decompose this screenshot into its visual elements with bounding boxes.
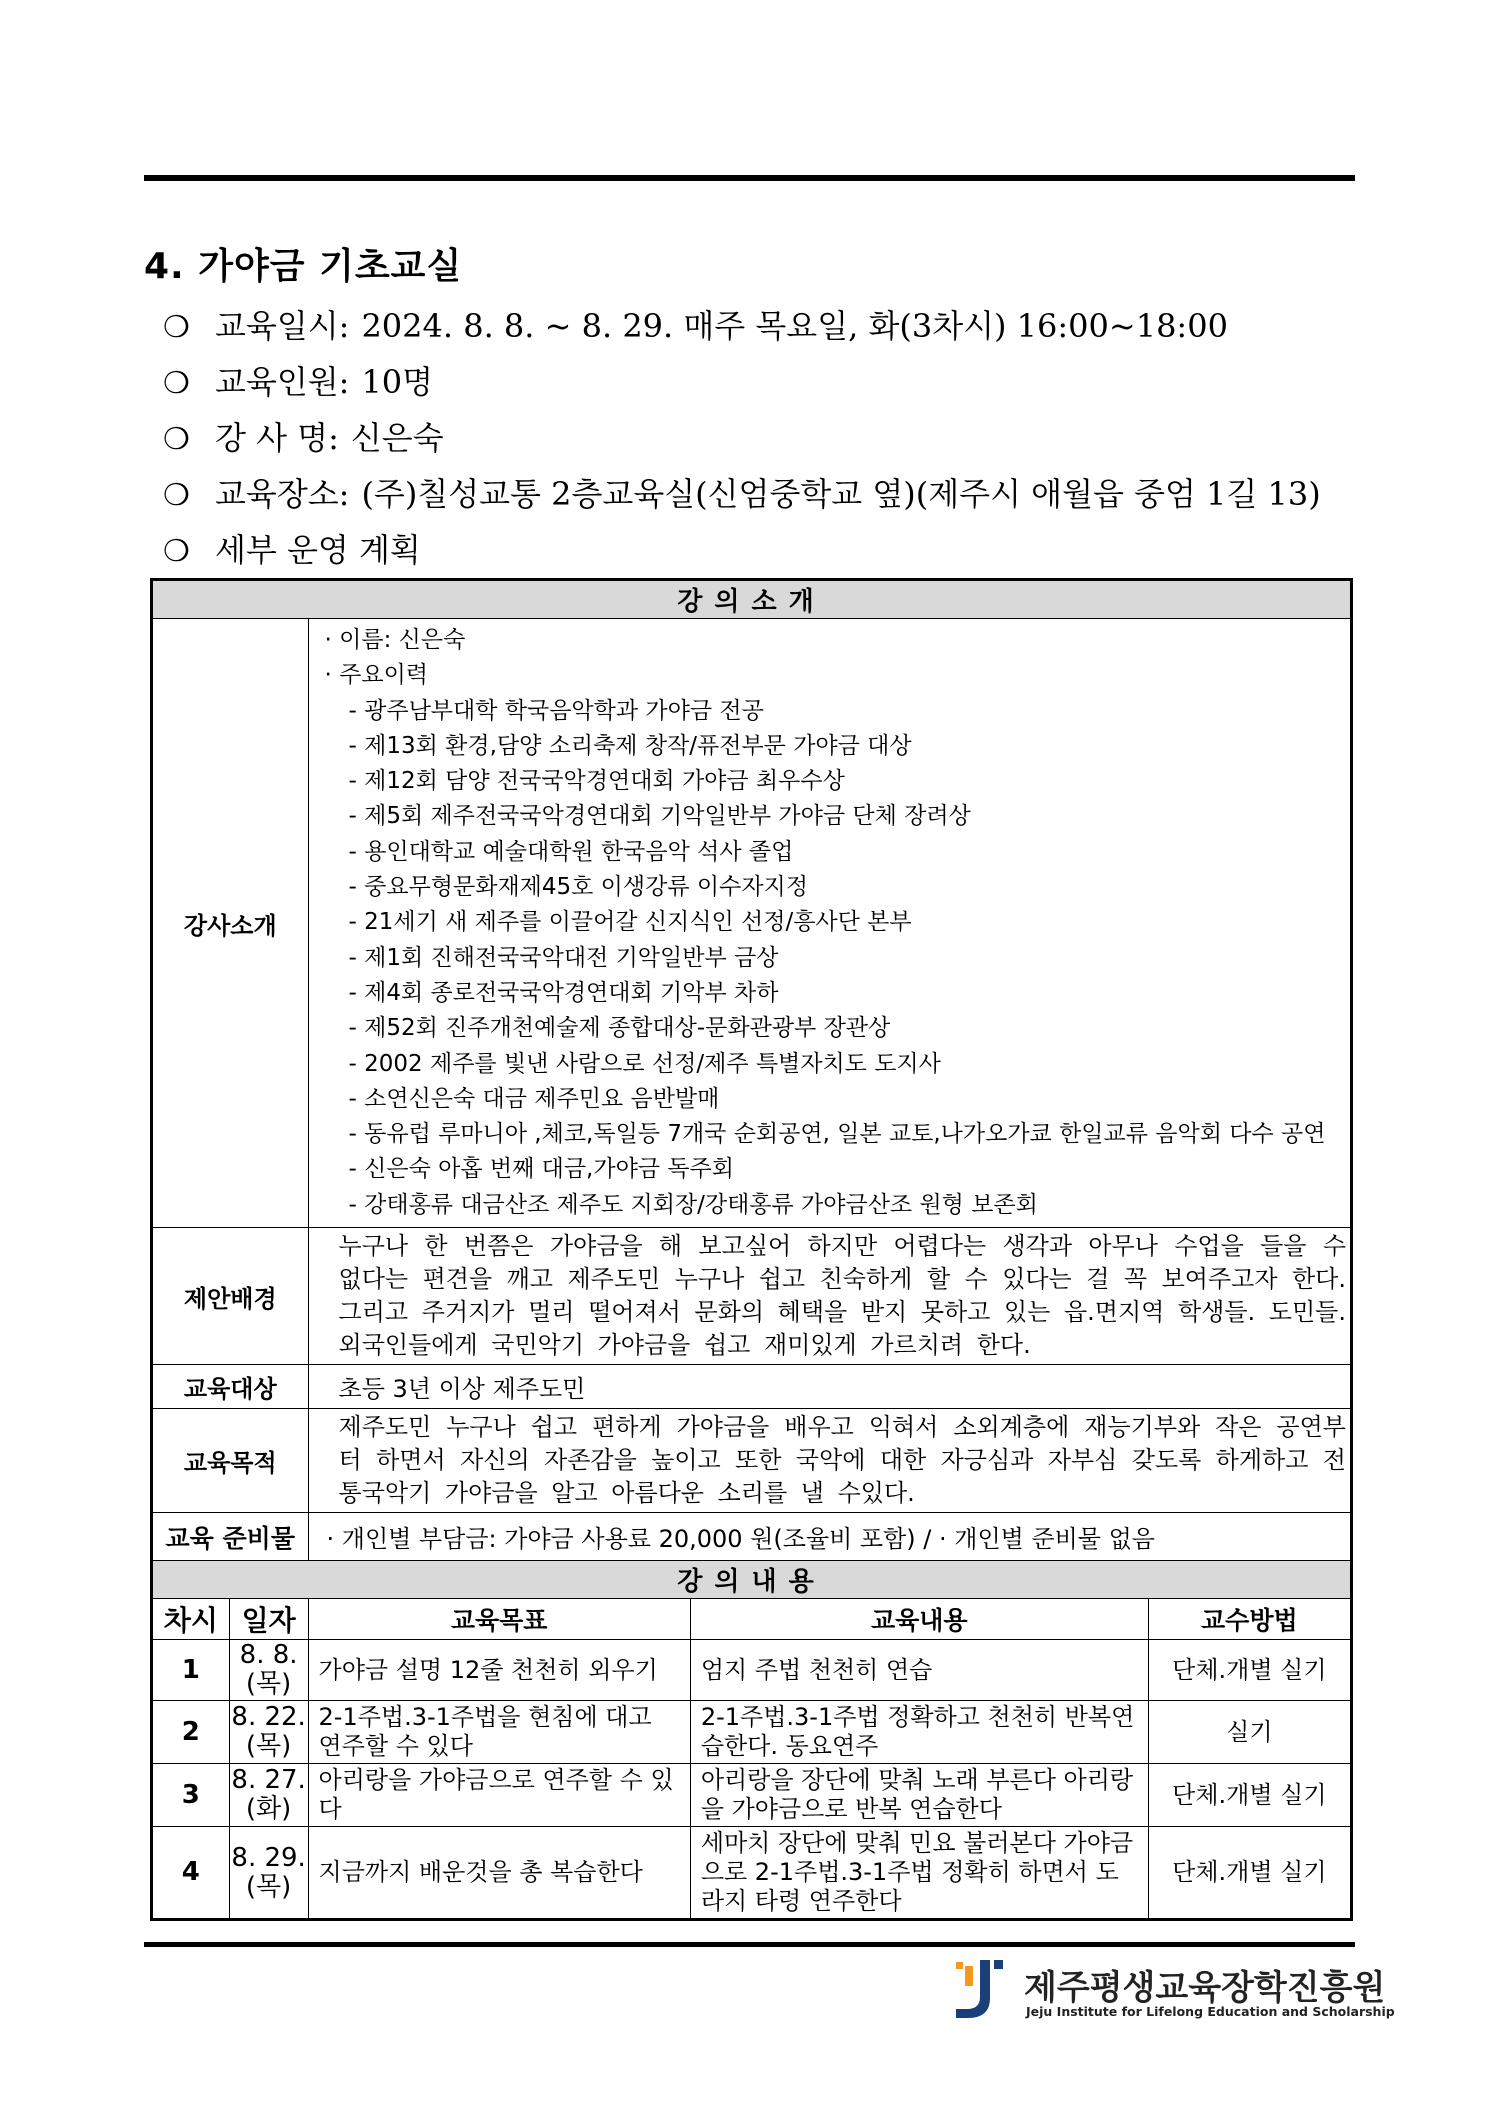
circle-bullet-icon: ❍ (163, 310, 190, 345)
table-row: 2 8. 22.(목) 2-1주법.3-1주법을 현침에 대고 연주할 수 있다 2-1주법.3-1주법 정확하고 천천히 반복연습한다. 동요연주 실기 (152, 1701, 1352, 1764)
career-item: - 광주남부대학 학국음악학과 가야금 전공 (348, 697, 764, 724)
section-title: 4. 가야금 기초교실 (144, 246, 463, 287)
instructor-label: 강사소개 (152, 619, 309, 1228)
header-content: 교육내용 (690, 1599, 1148, 1640)
career-item: - 제52회 진주개천예술제 종합대상-문화관광부 장관상 (348, 1015, 891, 1042)
circle-bullet-icon: ❍ (163, 534, 190, 569)
career-item: - 제5회 제주전국국악경연대회 기악일반부 가야금 단체 장려상 (348, 803, 971, 830)
career-item: - 신은숙 아홉 번째 대금,가야금 독주회 (348, 1156, 734, 1183)
header-goal: 교육목표 (308, 1599, 690, 1640)
org-name-en: Jeju Institute for Lifelong Education and Scholarship (1026, 2004, 1395, 2019)
career-item: - 강태홍류 대금산조 제주도 지회장/강태홍류 가야금산조 원형 보존회 (348, 1191, 1038, 1218)
header-date: 일자 (229, 1599, 308, 1640)
goal-text: 제주도민 누구나 쉽고 편하게 가야금을 배우고 익혀서 소외계층에 재능기부와 작은 공연부터 하면서 자신의 자존감을 높이고 또한 국악에 대한 자긍심과 자부심 갖도록 하게하고 전통국악기 가야금을 알고 아름다운 소리를 낼 수있다. (308, 1409, 1351, 1513)
org-name: 제주평생교육장학진흥원 (1024, 1968, 1386, 2008)
career-item: - 21세기 새 제주를 이끌어갈 신지식인 선정/흥사단 본부 (348, 909, 912, 936)
career-item: - 제12회 담양 전국국악경연대회 가야금 최우수상 (348, 768, 845, 795)
course-plan-table (150, 578, 1353, 1921)
circle-bullet-icon: ❍ (163, 422, 190, 457)
org-logo (950, 1956, 1395, 2024)
target-label: 교육대상 (152, 1365, 309, 1409)
bullet-location: ❍ 교육장소: (주)칠성교통 2층교육실(신엄중학교 옆)(제주시 애월읍 중엄 1길 13) (163, 466, 1321, 522)
goal-label: 교육목적 (152, 1409, 309, 1513)
bullet-edu-datetime: ❍ 교육일시: 2024. 8. 8. ~ 8. 29. 매주 목요일, 화(3차시) 16:00~18:00 (163, 298, 1321, 354)
background-label: 제안배경 (152, 1228, 309, 1365)
table-row: 1 8. 8.(목) 가야금 설명 12줄 천천히 외우기 엄지 주법 천천히 연습 단체.개별 실기 (152, 1640, 1352, 1701)
intro-band: 강의소개 (152, 580, 1352, 619)
career-item: - 중요무형문화재제45호 이생강류 이수자지정 (348, 874, 808, 901)
circle-bullet-icon: ❍ (163, 478, 190, 513)
career-item: - 2002 제주를 빛낸 사람으로 선정/제주 특별자치도 도지사 (348, 1050, 941, 1077)
career-item: - 소연신은숙 대금 제주민요 음반발매 (348, 1085, 720, 1112)
career-title: · 주요이력 (324, 662, 429, 689)
instructor-intro (308, 619, 1351, 1228)
header-session: 차시 (152, 1599, 230, 1640)
career-item: - 제1회 진해전국국악대전 기악일반부 금상 (348, 944, 779, 971)
prep-label: 교육 준비물 (152, 1513, 309, 1561)
table-row: 4 8. 29.(목) 지금까지 배운것을 총 복습한다 세마치 장단에 맞춰 민요 불러본다 가야금으로 2-1주법.3-1주법 정확히 하면서 도라지 타령 연주한다 단체.개별 실기 (152, 1827, 1352, 1920)
circle-bullet-icon: ❍ (163, 366, 190, 401)
career-item: - 제13회 환경,담양 소리축제 창작/퓨전부문 가야금 대상 (348, 732, 912, 759)
target-text: 초등 3년 이상 제주도민 (308, 1365, 1351, 1409)
top-rule (144, 175, 1355, 181)
bottom-rule (144, 1942, 1355, 1947)
org-emblem-icon (950, 1956, 1012, 2022)
content-band: 강의내용 (152, 1561, 1352, 1599)
prep-text: · 개인별 부담금: 가야금 사용료 20,000 원(조율비 포함) / · 개인별 준비물 없음 (308, 1513, 1351, 1561)
info-bullet-list (163, 298, 1321, 578)
bullet-instructor: ❍ 강 사 명: 신은숙 (163, 410, 1321, 466)
table-row: 3 8. 27.(화) 아리랑을 가야금으로 연주할 수 있다 아리랑을 장단에 맞춰 노래 부른다 아리랑을 가야금으로 반복 연습한다 단체.개별 실기 (152, 1764, 1352, 1827)
career-item: - 제4회 종로전국국악경연대회 기악부 차하 (348, 979, 779, 1006)
career-item: - 동유럽 루마니아 ,체코,독일등 7개국 순회공연, 일본 교토,나가오가쿄 한일교류 음악회 다수 공연 (348, 1121, 1326, 1148)
header-method: 교수방법 (1148, 1599, 1351, 1640)
bullet-edu-headcount: ❍ 교육인원: 10명 (163, 354, 1321, 410)
bullet-detail-plan: ❍ 세부 운영 계획 (163, 522, 1321, 578)
background-text: 누구나 한 번쯤은 가야금을 해 보고싶어 하지만 어렵다는 생각과 아무나 수업을 들을 수 없다는 편견을 깨고 제주도민 누구나 쉽고 친숙하게 할 수 있다는 걸 꼭 보여주고자 한다. 그리고 주거지가 멀리 떨어져서 문화의 혜택을 받지 못하고 있는 읍.면지역 학생들. 도민들. 외국인들에게 국민악기 가야금을 쉽고 재미있게 가르치려 한다. (308, 1228, 1351, 1365)
career-item: - 용인대학교 예술대학원 한국음악 석사 졸업 (348, 838, 794, 865)
instructor-name-line: · 이름: 신은숙 (324, 627, 466, 653)
